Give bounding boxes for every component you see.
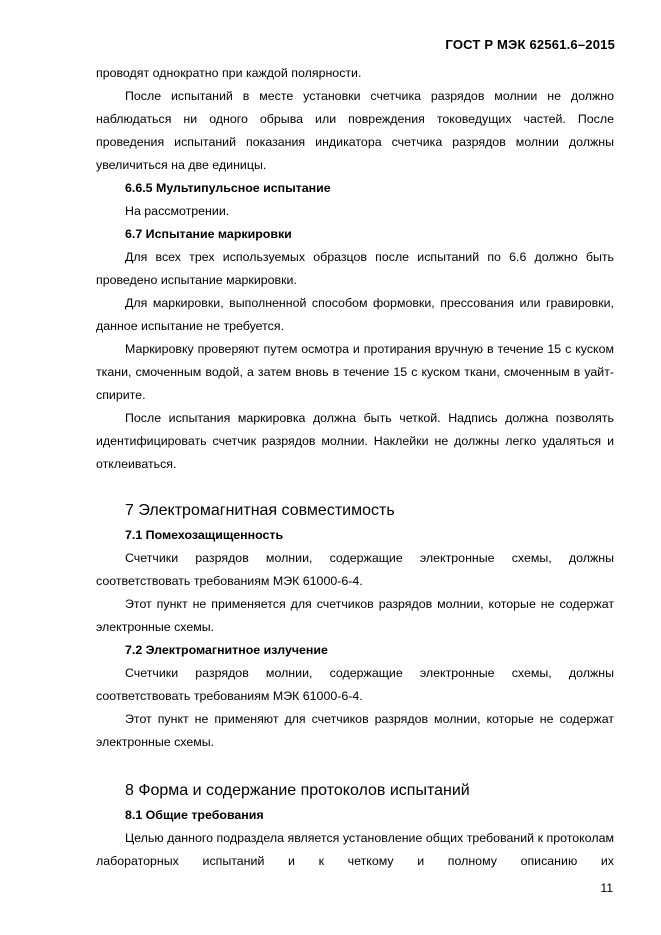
paragraph: Целью данного подраздела является установление общих требований к протоколам лабораторных испытаний и к четкому и полному описанию их bbox=[96, 831, 614, 868]
paragraph: Для всех трех используемых образцов после испытаний по 6.6 должно быть проведено испытание маркировки. bbox=[96, 250, 614, 287]
paragraph: После испытаний в месте установки счетчика разрядов молнии не должно наблюдаться ни одного обрыва или повреждения токоведущих частей. После проведения испытаний показания индикатора счетчика разрядов молнии должны увеличиться на две единицы. bbox=[96, 89, 614, 172]
section-heading: 7 Электромагнитная совместимость bbox=[125, 502, 395, 519]
spacer bbox=[96, 476, 614, 498]
paragraph: Для маркировки, выполненной способом формовки, прессования или гравировки, данное испытание не требуется. bbox=[96, 296, 614, 333]
document-header: ГОСТ Р МЭК 62561.6–2015 bbox=[445, 37, 615, 52]
subsection-heading: 8.1 Общие требования bbox=[125, 808, 264, 822]
paragraph: На рассмотрении. bbox=[125, 204, 230, 218]
spacer bbox=[96, 754, 614, 778]
paragraph: Этот пункт не применяется для счетчиков разрядов молнии, которые не содержат электронные схемы. bbox=[96, 597, 614, 634]
paragraph: проводят однократно при каждой полярности. bbox=[96, 66, 362, 80]
document-body bbox=[96, 62, 614, 873]
subsection-heading: 7.1 Помехозащищенность bbox=[125, 528, 284, 542]
paragraph: Счетчики разрядов молнии, содержащие электронные схемы, должны соответствовать требованиям МЭК 61000-6-4. bbox=[96, 551, 614, 588]
paragraph: После испытания маркировка должна быть четкой. Надпись должна позволять идентифицировать счетчик разрядов молнии. Наклейки не должны легко удаляться и отклеиваться. bbox=[96, 411, 614, 471]
subsection-heading: 6.7 Испытание маркировки bbox=[125, 227, 292, 241]
paragraph: Маркировку проверяют путем осмотра и протирания вручную в течение 15 с куском ткани, смоченным водой, а затем вновь в течение 15 с куском ткани, смоченным в уайт-спирите. bbox=[96, 342, 614, 402]
subsection-heading: 6.6.5 Мультипульсное испытание bbox=[125, 181, 331, 195]
paragraph: Счетчики разрядов молнии, содержащие электронные схемы, должны соответствовать требованиям МЭК 61000-6-4. bbox=[96, 666, 614, 703]
paragraph: Этот пункт не применяют для счетчиков разрядов молнии, которые не содержат электронные схемы. bbox=[96, 712, 614, 749]
section-heading: 8 Форма и содержание протоколов испытаний bbox=[125, 782, 470, 799]
subsection-heading: 7.2 Электромагнитное излучение bbox=[125, 643, 328, 657]
page-number: 11 bbox=[600, 881, 613, 895]
